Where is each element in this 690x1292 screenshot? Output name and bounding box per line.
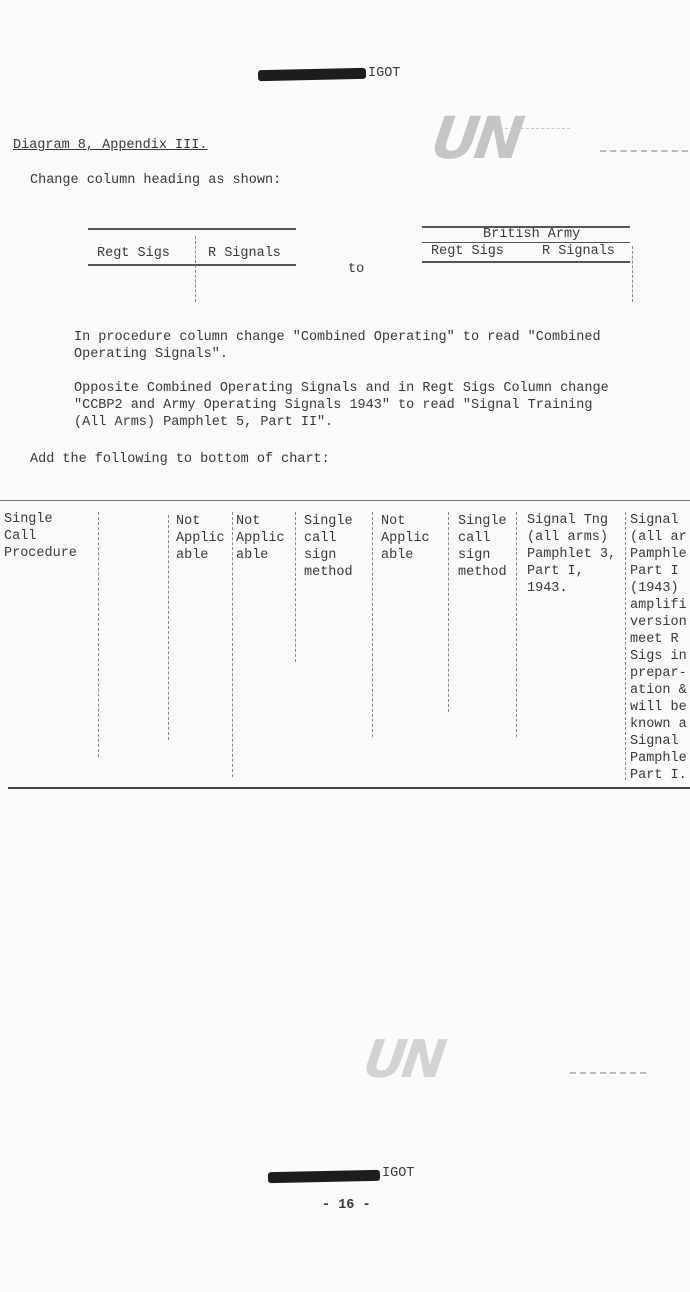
procedure-instruction-line-2: Operating Signals". (74, 347, 228, 362)
after-heading-underline (422, 261, 630, 263)
chart-bottom-rule (8, 787, 690, 789)
opposite-instruction-line-1: Opposite Combined Operating Signals and in Regt Sigs Column change (74, 381, 609, 396)
chart-cell: Single call sign method (304, 514, 353, 580)
to-connector: to (348, 262, 365, 277)
chart-cell: Not Applic able (236, 514, 285, 563)
after-group-british-army: British Army (483, 227, 581, 242)
unclassified-stamp-icon: UN (427, 104, 525, 172)
redaction-bar (268, 1170, 380, 1183)
page-number: - 16 - (322, 1198, 371, 1213)
chart-divider (295, 512, 296, 662)
chart-cell-r-signals: Signal (all ar Pamphle Part I (1943) amplifi version meet R Sigs in prepar- ation & will be known a Signal Pamphle Part I. (630, 513, 687, 783)
stamp-streak (600, 150, 688, 152)
chart-divider (98, 512, 99, 757)
chart-cell: Not Applic able (381, 514, 430, 563)
chart-cell-procedure: Single Call Procedure (4, 512, 77, 561)
classification-header: IGOT (368, 66, 401, 81)
opposite-instruction-line-2: "CCBP2 and Army Operating Signals 1943" to read "Signal Training (74, 398, 593, 413)
before-heading-rule (88, 228, 296, 230)
opposite-instruction-line-3: (All Arms) Pamphlet 5, Part II". (74, 415, 334, 430)
before-col-divider (195, 236, 196, 302)
chart-cell-regt-sigs: Signal Tng (all arms) Pamphlet 3, Part I, 1943. (527, 513, 617, 596)
after-right-divider (632, 246, 633, 302)
before-col-r-signals: R Signals (208, 246, 281, 261)
before-heading-underline (88, 264, 296, 266)
add-following-instruction: Add the following to bottom of chart: (30, 452, 330, 467)
chart-divider (232, 512, 233, 777)
unclassified-stamp-icon: UN (359, 1030, 446, 1090)
diagram-heading: Diagram 8, Appendix III. (13, 138, 208, 153)
chart-divider (625, 512, 626, 780)
chart-divider (516, 512, 517, 737)
after-col-r-signals: R Signals (542, 244, 615, 259)
stamp-streak (500, 128, 570, 129)
chart-top-rule (0, 500, 690, 501)
after-col-regt-sigs: Regt Sigs (431, 244, 504, 259)
after-group-underline (422, 242, 630, 243)
chart-divider (448, 512, 449, 712)
stamp-streak (570, 1072, 646, 1074)
redaction-bar (258, 68, 366, 81)
chart-cell: Not Applic able (176, 514, 225, 563)
instruction-change-heading: Change column heading as shown: (30, 173, 282, 188)
chart-divider (372, 512, 373, 737)
before-col-regt-sigs: Regt Sigs (97, 246, 170, 261)
chart-divider (168, 515, 169, 740)
classification-footer: IGOT (382, 1166, 415, 1181)
procedure-instruction-line-1: In procedure column change "Combined Operating" to read "Combined (74, 330, 601, 345)
chart-cell: Single call sign method (458, 514, 507, 580)
